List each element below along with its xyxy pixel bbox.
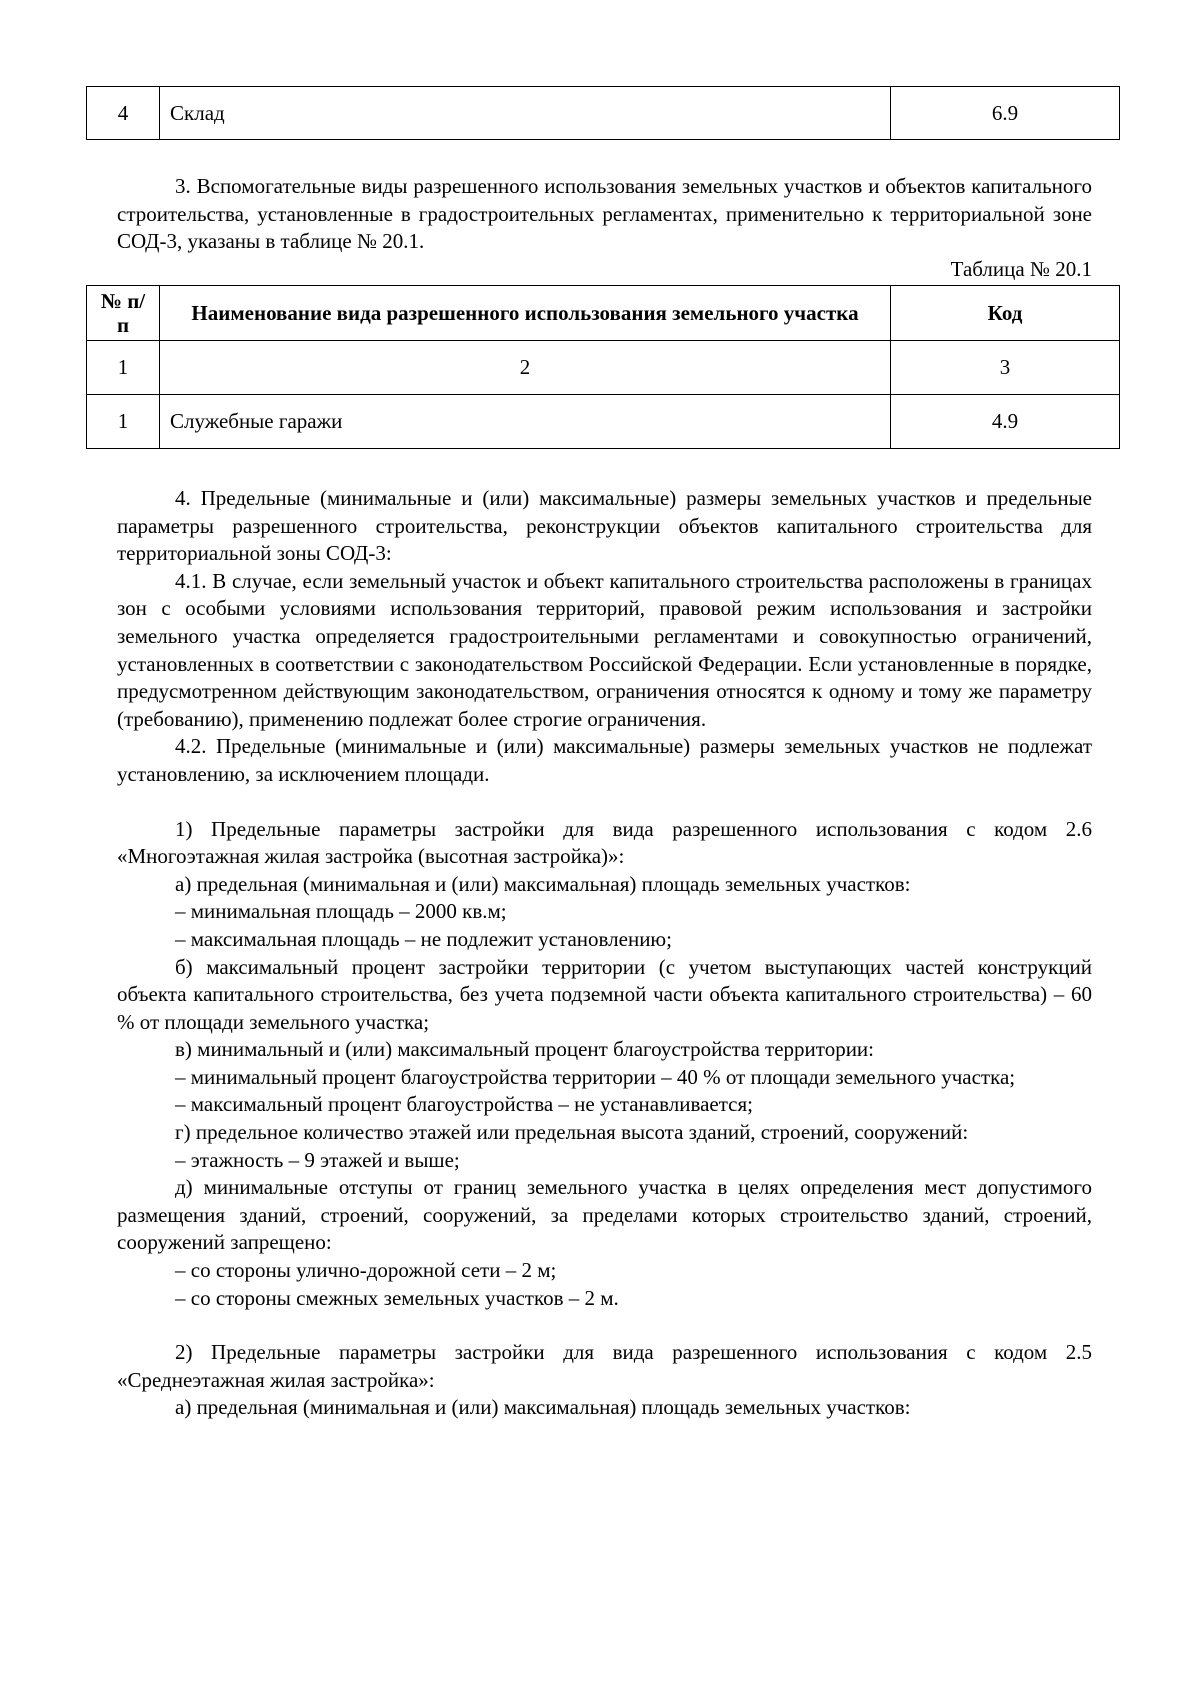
table-row <box>87 87 1120 140</box>
paragraph: 2) Предельные параметры застройки для вида разрешенного использования с кодом 2.5 «Среднеэтажная жилая застройка»: <box>117 1340 1092 1392</box>
use-type-name: Склад <box>160 87 891 140</box>
index-code: 3 <box>891 341 1120 395</box>
paragraph: – со стороны смежных земельных участков – 2 м. <box>175 1285 619 1310</box>
header-code: Код <box>891 286 1120 341</box>
header-number: № п/п <box>87 286 160 341</box>
paragraph: 4.2. Предельные (минимальные и (или) максимальные) размеры земельных участков не подлежат установлению, за исключением площади. <box>117 734 1092 786</box>
paragraph: б) максимальный процент застройки территории (с учетом выступающих частей конструкций объекта капитального строительства, без учета подземной части объекта капитального строительства) – 60 % от площади земельного участка; <box>117 954 1092 1034</box>
paragraph: 3. Вспомогательные виды разрешенного использования земельных участков и объектов капитального строительства, установленные в градостроительных регламентах, применительно к территориальной зоне СОД-3, указаны в таблице № 20.1. <box>117 174 1092 254</box>
paragraph: – этажность – 9 этажей и выше; <box>175 1147 460 1172</box>
paragraph: – минимальная площадь – 2000 кв.м; <box>175 899 507 924</box>
row-number: 4 <box>87 87 160 140</box>
index-number: 1 <box>87 341 160 395</box>
index-name: 2 <box>160 341 891 395</box>
use-type-code: 4.9 <box>891 395 1120 449</box>
paragraph: 1) Предельные параметры застройки для вида разрешенного использования с кодом 2.6 «Многоэтажная жилая застройка (высотная застройка)»: <box>117 816 1092 869</box>
paragraph: а) предельная (минимальная и (или) максимальная) площадь земельных участков: <box>175 1395 911 1420</box>
paragraph: в) минимальный и (или) максимальный процент благоустройства территории: <box>175 1037 874 1062</box>
paragraph: – максимальная площадь – не подлежит установлению; <box>175 926 672 951</box>
table-caption: Таблица № 20.1 <box>950 257 1092 281</box>
use-type-name: Служебные гаражи <box>160 395 891 449</box>
table-header-row <box>87 286 1120 341</box>
land-use-table-continuation <box>86 86 1120 140</box>
paragraph: 4. Предельные (минимальные и (или) максимальные) размеры земельных участков и предельные параметры разрешенного строительства, реконструкции объектов капитального строительства для территориальной зоны СОД-3: <box>117 486 1092 566</box>
header-name: Наименование вида разрешенного использования земельного участка <box>160 286 891 341</box>
use-type-code: 6.9 <box>891 87 1120 140</box>
paragraph: – со стороны улично-дорожной сети – 2 м; <box>175 1258 557 1283</box>
paragraph: – минимальный процент благоустройства территории – 40 % от площади земельного участка; <box>175 1064 1016 1089</box>
section-4 <box>117 485 1092 1422</box>
paragraph: г) предельное количество этажей или предельная высота зданий, строений, сооружений: <box>175 1120 969 1145</box>
paragraph: 4.1. В случае, если земельный участок и объект капитального строительства расположены в границах зон с особыми условиями использования территорий, правовой режим использования и застройки земельного участка определяется градостроительными регламентами и совокупностью ограничений, установленных в соответствии с законодательством Российской Федерации. Если установленные в порядке, предусмотренном действующим законодательством, ограничения относятся к одному и тому же параметру (требованию), применению подлежат более строгие ограничения. <box>117 568 1092 731</box>
paragraph-3 <box>117 173 1092 256</box>
table-index-row <box>87 341 1120 395</box>
table-row <box>87 395 1120 449</box>
paragraph: – максимальный процент благоустройства – не устанавливается; <box>175 1092 753 1117</box>
paragraph: а) предельная (минимальная и (или) максимальная) площадь земельных участков: <box>175 871 911 896</box>
row-number: 1 <box>87 395 160 449</box>
auxiliary-use-table <box>86 285 1120 449</box>
paragraph: д) минимальные отступы от границ земельного участка в целях определения мест допустимого размещения зданий, строений, сооружений, за пределами которых строительство зданий, строений, сооружений запрещено: <box>117 1175 1092 1255</box>
